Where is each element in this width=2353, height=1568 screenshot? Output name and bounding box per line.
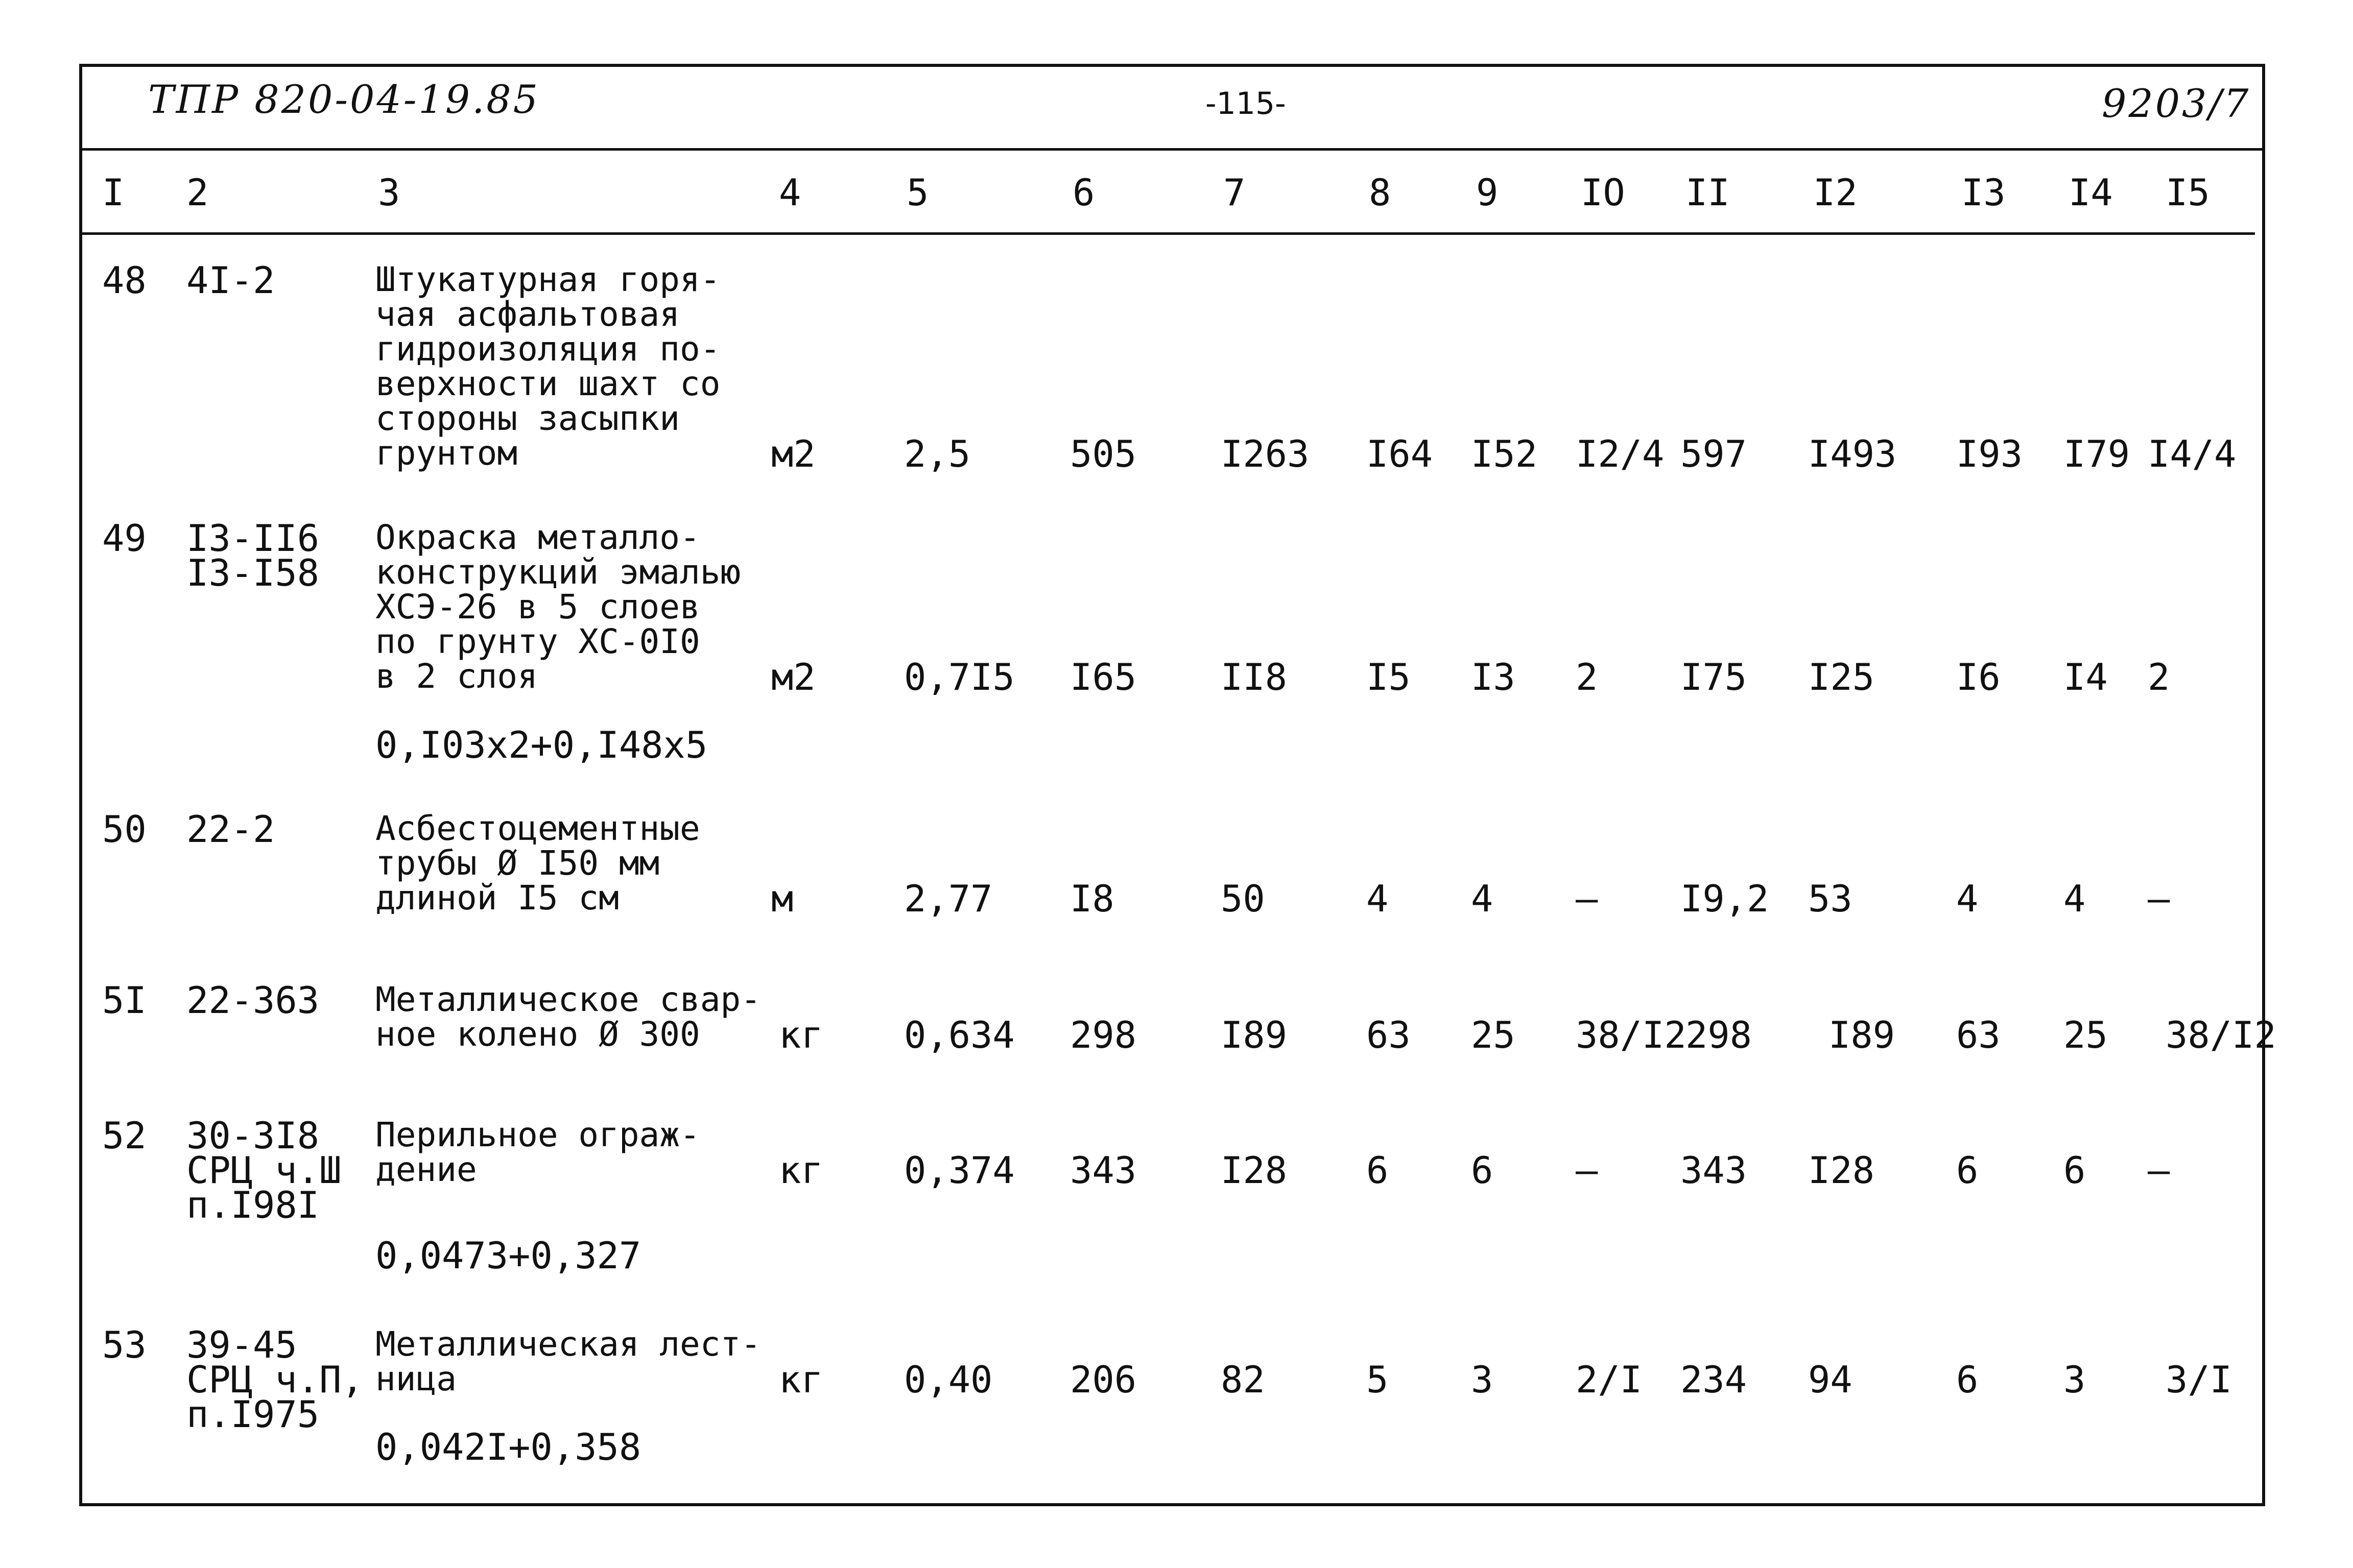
cell-c8: 5 <box>1366 1358 1389 1401</box>
cell-c13: 6 <box>1956 1358 1979 1401</box>
cell-c15: – <box>2148 877 2170 920</box>
cell-c9: I3 <box>1471 656 1515 698</box>
col-num: I4 <box>2069 171 2113 214</box>
cell-c14: 3 <box>2063 1358 2086 1401</box>
cell-c10: I2/4 <box>1576 432 1665 475</box>
cell-c13: 4 <box>1956 877 1979 920</box>
norm-code: 22-2 <box>186 808 275 851</box>
col-num: I2 <box>1813 171 1858 214</box>
cell-c9: 3 <box>1471 1358 1493 1401</box>
cell-c14: I79 <box>2063 432 2130 475</box>
cell-c6: I8 <box>1070 877 1114 920</box>
cell-c5: 0,40 <box>904 1358 993 1401</box>
cell-c15: – <box>2148 1149 2170 1192</box>
col-num: 7 <box>1223 171 1246 214</box>
col-num: I5 <box>2166 171 2210 214</box>
cell-c8: I5 <box>1366 656 1411 698</box>
col-num: I3 <box>1961 171 2006 214</box>
cell-c12: 94 <box>1808 1358 1852 1401</box>
work-description: чая асфальтовая <box>375 295 680 334</box>
cell-c7: I263 <box>1221 432 1310 475</box>
cell-c7: 50 <box>1221 877 1265 920</box>
work-description: грунтом <box>375 433 518 473</box>
cell-c13: I6 <box>1956 656 2001 698</box>
col-num: II <box>1685 171 1730 214</box>
unit: м <box>771 877 794 920</box>
work-description: Металлическое свар- <box>375 980 761 1019</box>
work-description: дение <box>375 1150 477 1189</box>
cell-c5: 0,374 <box>904 1149 1015 1192</box>
cell-c14: 6 <box>2063 1149 2086 1192</box>
cell-c6: I65 <box>1070 656 1137 698</box>
cell-c9: I52 <box>1471 432 1538 475</box>
work-description: гидроизоляция по- <box>375 329 721 369</box>
row-number: 49 <box>102 517 147 560</box>
work-description: верхности шахт со <box>375 364 721 403</box>
cell-c10: 2/I <box>1576 1358 1643 1401</box>
page-number: -115- <box>1205 86 1286 122</box>
work-description: Штукатурная горя- <box>375 260 721 299</box>
work-description: длиной I5 см <box>375 878 619 918</box>
cell-c14: I4 <box>2063 656 2108 698</box>
work-description: ХСЭ-26 в 5 слоев <box>375 587 700 626</box>
norm-code: I3-II6 <box>186 517 320 560</box>
norm-code: СРЦ ч.П, <box>186 1358 364 1401</box>
norm-code: п.I98I <box>186 1184 320 1226</box>
cell-c6: 343 <box>1070 1149 1137 1192</box>
unit: кг <box>779 1014 823 1056</box>
work-description: ница <box>375 1359 457 1398</box>
cell-c12: I493 <box>1808 432 1897 475</box>
cell-c11: 298 <box>1685 1014 1752 1056</box>
cell-c10: – <box>1576 1149 1598 1192</box>
cell-c14: 25 <box>2063 1014 2108 1056</box>
norm-code: 4I-2 <box>186 259 275 302</box>
unit: м2 <box>771 432 816 475</box>
cell-c9: 6 <box>1471 1149 1493 1192</box>
norm-code: 22-363 <box>186 979 320 1022</box>
work-description: Перильное ограж- <box>375 1115 700 1154</box>
cell-c14: 4 <box>2063 877 2086 920</box>
work-description: стороны засыпки <box>375 399 680 438</box>
calculation-note: 0,I03х2+0,I48х5 <box>375 723 708 766</box>
cell-c8: 4 <box>1366 877 1389 920</box>
cell-c12: I28 <box>1808 1149 1875 1192</box>
cell-c9: 4 <box>1471 877 1493 920</box>
row-number: 52 <box>102 1114 147 1157</box>
cell-c10: 38/I2 <box>1576 1014 1686 1056</box>
cell-c5: 0,634 <box>904 1014 1015 1056</box>
norm-code: СРЦ ч.Ш <box>186 1149 342 1192</box>
cell-c9: 25 <box>1471 1014 1515 1056</box>
work-description: Окраска металло- <box>375 518 700 557</box>
cell-c15: 3/I <box>2166 1358 2232 1401</box>
cell-c6: 298 <box>1070 1014 1137 1056</box>
cell-c7: II8 <box>1221 656 1288 698</box>
norm-code: I3-I58 <box>186 551 320 594</box>
unit: м2 <box>771 656 816 698</box>
col-num: 4 <box>779 171 801 214</box>
column-header-rule <box>79 232 2255 235</box>
norm-code: 39-45 <box>186 1323 297 1366</box>
cell-c13: I93 <box>1956 432 2023 475</box>
cell-c7: 82 <box>1221 1358 1265 1401</box>
cell-c12: I25 <box>1808 656 1875 698</box>
work-description: Металлическая лест- <box>375 1324 761 1364</box>
col-num: 8 <box>1369 171 1391 214</box>
row-number: 5I <box>102 979 147 1022</box>
document-code: ТПР 820-04-19.85 <box>148 77 540 122</box>
cell-c11: 343 <box>1680 1149 1747 1192</box>
cell-c7: I28 <box>1221 1149 1288 1192</box>
cell-c6: 505 <box>1070 432 1137 475</box>
work-description: трубы Ø I50 мм <box>375 843 660 883</box>
unit: кг <box>779 1358 823 1401</box>
col-num: 2 <box>186 171 209 214</box>
col-num: 5 <box>907 171 929 214</box>
cell-c8: 6 <box>1366 1149 1389 1192</box>
row-number: 50 <box>102 808 147 851</box>
cell-c13: 63 <box>1956 1014 2001 1056</box>
cell-c7: I89 <box>1221 1014 1288 1056</box>
work-description: Асбестоцементные <box>375 809 700 848</box>
col-num: I <box>102 171 125 214</box>
norm-code: п.I975 <box>186 1393 320 1436</box>
cell-c11: I75 <box>1680 656 1747 698</box>
cell-c10: 2 <box>1576 656 1598 698</box>
cell-c5: 2,5 <box>904 432 971 475</box>
calculation-note: 0,042I+0,358 <box>375 1426 641 1468</box>
cell-c12: I89 <box>1828 1014 1895 1056</box>
cell-c13: 6 <box>1956 1149 1979 1192</box>
work-description: по грунту ХС-0I0 <box>375 622 700 661</box>
row-number: 48 <box>102 259 147 302</box>
cell-c11: 234 <box>1680 1358 1747 1401</box>
cell-c15: 2 <box>2148 656 2170 698</box>
col-num: 6 <box>1073 171 1095 214</box>
work-description: в 2 слоя <box>375 657 538 696</box>
sheet-number: 9203/7 <box>2102 81 2251 126</box>
cell-c8: 63 <box>1366 1014 1411 1056</box>
col-num: IO <box>1581 171 1625 214</box>
cell-c6: 206 <box>1070 1358 1137 1401</box>
work-description: конструкций эмалью <box>375 552 741 592</box>
cell-c12: 53 <box>1808 877 1852 920</box>
cell-c15: 38/I2 <box>2166 1014 2276 1056</box>
cell-c15: I4/4 <box>2148 432 2237 475</box>
col-num: 3 <box>378 171 400 214</box>
col-num: 9 <box>1476 171 1499 214</box>
cell-c5: 2,77 <box>904 877 993 920</box>
cell-c8: I64 <box>1366 432 1433 475</box>
unit: кг <box>779 1149 823 1192</box>
calculation-note: 0,0473+0,327 <box>375 1234 641 1277</box>
cell-c5: 0,7I5 <box>904 656 1015 698</box>
row-number: 53 <box>102 1323 147 1366</box>
norm-code: 30-3I8 <box>186 1114 320 1157</box>
work-description: ное колено Ø 300 <box>375 1015 700 1054</box>
cell-c11: 597 <box>1680 432 1747 475</box>
cell-c11: I9,2 <box>1680 877 1769 920</box>
cell-c10: – <box>1576 877 1598 920</box>
